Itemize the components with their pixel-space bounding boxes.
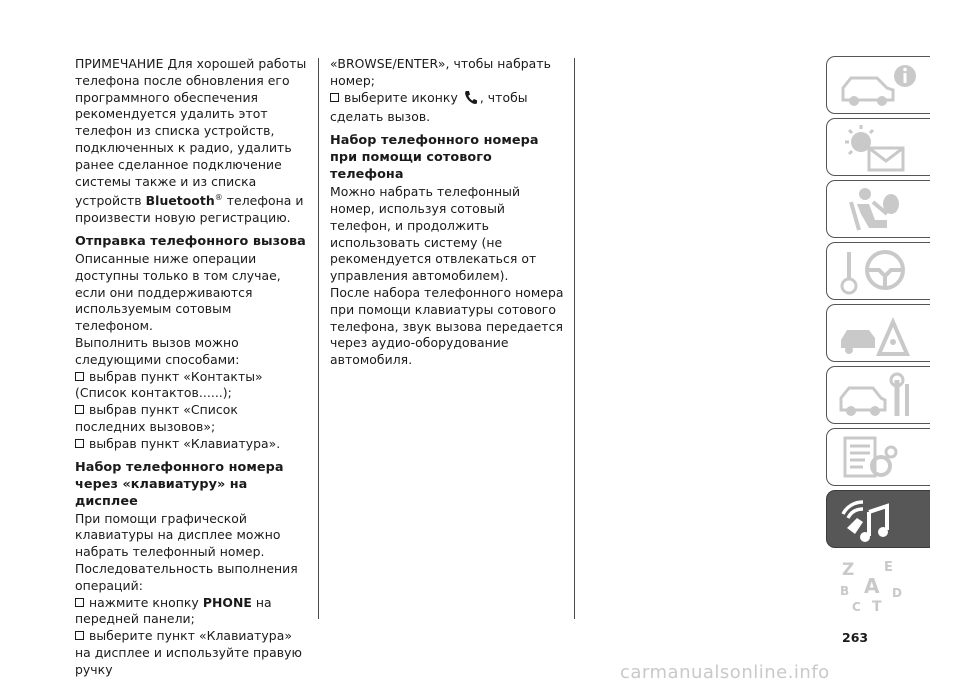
tab-starting-driving[interactable] <box>826 242 930 300</box>
paragraph-operations: Описанные ниже операции доступны только в том случае, если они поддерживаются используемым сотовым телефоном. <box>75 251 281 334</box>
seat-airbag-icon <box>835 184 925 236</box>
checkbox-bullet-icon <box>75 372 84 381</box>
paragraph-browse: «BROWSE/ENTER», чтобы набрать номер; <box>330 56 551 88</box>
svg-text:T: T <box>872 599 882 615</box>
phone-handset-icon <box>464 90 478 110</box>
svg-text:B: B <box>840 584 850 598</box>
svg-text:D: D <box>892 586 902 600</box>
tab-technical-data[interactable] <box>826 428 930 486</box>
paragraph-graphic-keyboard: При помощи графической клавиатуры на дисплее можно набрать телефонный номер. <box>75 510 281 560</box>
text-column-right <box>330 56 566 369</box>
list-item: выберите пункт «Клавиатура» на дисплее и используйте правую ручку <box>75 628 302 677</box>
column-divider <box>318 58 319 619</box>
key-steering-icon <box>835 246 925 298</box>
tab-multimedia[interactable] <box>826 490 930 548</box>
paragraph-sequence: Последовательность выполнения операций: <box>75 561 298 593</box>
column-divider <box>574 58 575 619</box>
heading-sending-call: Отправка телефонного вызова <box>75 234 306 250</box>
paragraph-can-dial: Можно набрать телефонный номер, используя сотовый телефон, и продолжить использовать систему (не рекомендуется отвлекаться от управления автомобилем). <box>330 184 537 284</box>
multimedia-icon <box>835 494 925 546</box>
checkbox-bullet-icon <box>75 598 84 607</box>
list-item: выберите иконку , чтобы сделать вызов. <box>330 89 528 125</box>
checkbox-bullet-icon <box>330 93 339 102</box>
checkbox-bullet-icon <box>75 631 84 640</box>
phone-button-label: PHONE <box>202 594 252 610</box>
heading-dial-display: Набор телефонного номера через «клавиатуру» на дисплее <box>75 459 284 509</box>
paragraph-ways: Выполнить вызов можно следующими способами: <box>75 335 240 367</box>
bluetooth-brand: Bluetooth <box>145 193 215 209</box>
index-icon <box>834 555 924 615</box>
checkbox-bullet-icon <box>75 439 84 448</box>
tab-car-info[interactable] <box>826 56 930 114</box>
svg-text:E: E <box>884 560 893 575</box>
heading-dial-phone: Набор телефонного номера при помощи сотового телефона <box>330 133 539 183</box>
list-item: выбрав пункт «Список последних вызовов»; <box>75 402 238 435</box>
svg-text:A: A <box>864 574 880 598</box>
page-number: 263 <box>842 630 869 645</box>
tab-warnings[interactable] <box>826 118 930 176</box>
technical-data-icon <box>835 432 925 484</box>
tab-emergency[interactable] <box>826 304 930 362</box>
watermark: carmanualsonline.info <box>620 662 830 683</box>
list-item: выбрав пункт «Контакты» (Список контактов......); <box>75 368 263 401</box>
tab-service[interactable] <box>826 366 930 424</box>
svg-text:Z: Z <box>842 560 855 580</box>
text-column-left <box>75 56 309 679</box>
list-item: выбрав пункт «Клавиатура». <box>75 436 309 453</box>
svg-text:C: C <box>852 600 861 614</box>
list-item: нажмите кнопку PHONE на передней панели; <box>75 594 272 627</box>
section-tabs <box>826 56 930 614</box>
paragraph-after-dial: После набора телефонного номера при помощи клавиатуры сотового телефона, звук вызова передается через аудио-оборудование автомобиля. <box>330 284 564 368</box>
note-paragraph: ПРИМЕЧАНИЕ Для хорошей работы телефона после обновления его программного обеспечения рекомендуется удалить этот телефон из списка устройств, подключенных к радио, удалить ранее сделанное подключение системы также и из списка устройств Bluetooth® телефона и произвести новую регистрацию. <box>75 56 307 226</box>
car-service-icon <box>835 370 925 422</box>
checkbox-bullet-icon <box>75 405 84 414</box>
warning-lights-message-icon <box>835 122 925 174</box>
tab-index[interactable] <box>826 552 930 615</box>
car-info-icon <box>835 60 925 112</box>
tab-safety[interactable] <box>826 180 930 238</box>
breakdown-triangle-icon <box>835 308 925 360</box>
